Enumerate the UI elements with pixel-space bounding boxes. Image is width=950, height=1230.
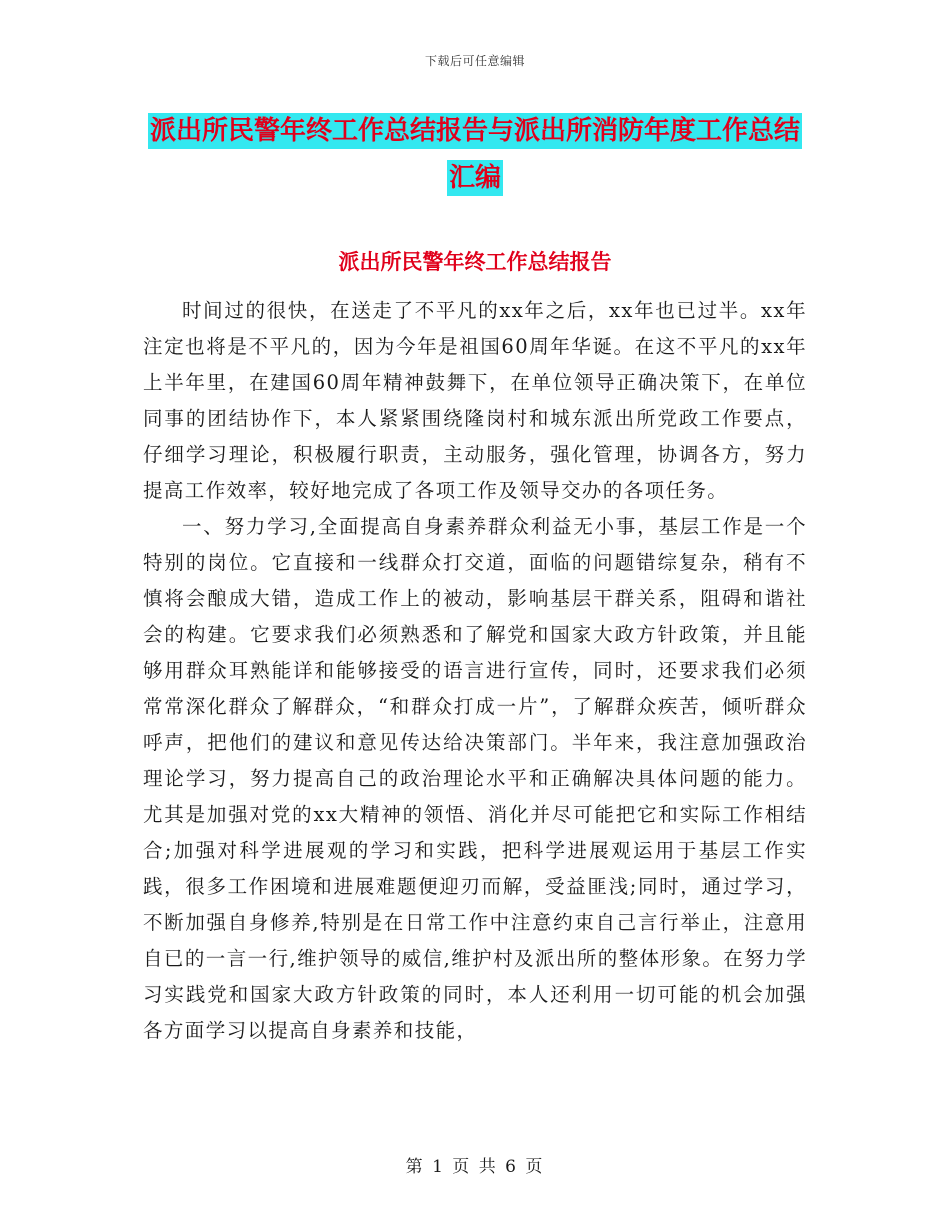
- document-title-text: 派出所民警年终工作总结报告与派出所消防年度工作总结汇编: [148, 113, 802, 196]
- paragraph: 一、努力学习,全面提高自身素养群众利益无小事，基层工作是一个特别的岗位。它直接和一线群众打交道，面临的问题错综复杂，稍有不慎将会酿成大错，造成工作上的被动，影响基层干群关系，阻碍和谐社会的构建。它要求我们必须熟悉和了解党和国家大政方针政策，并且能够用群众耳熟能详和能够接受的语言进行宣传，同时，还要求我们必须常常深化群众了解群众，“和群众打成一片”，了解群众疾苦，倾听群众呼声，把他们的建议和意见传达给决策部门。半年来，我注意加强政治理论学习，努力提高自己的政治理论水平和正确解决具体问题的能力。尤其是加强对党的xx大精神的领悟、消化并尽可能把它和实际工作相结合;加强对科学进展观的学习和实践，把科学进展观运用于基层工作实践，很多工作困境和进展难题便迎刃而解，受益匪浅;同时，通过学习，不断加强自身修养,特别是在日常工作中注意约束自己言行举止，注意用自已的一言一行,维护领导的威信,维护村及派出所的整体形象。在努力学习实践党和国家大政方针政策的同时，本人还利用一切可能的机会加强各方面学习以提高自身素养和技能，: [143, 515, 807, 1042]
- paragraph: 时间过的很快，在送走了不平凡的xx年之后，xx年也已过半。xx年注定也将是不平凡的，因为今年是祖国60周年华诞。在这不平凡的xx年上半年里，在建国60周年精神鼓舞下，在单位领导正确决策下，在单位同事的团结协作下，本人紧紧围绕隆岗村和城东派出所党政工作要点，仔细学习理论，积极履行职责，主动服务，强化管理，协调各方，努力提高工作效率，较好地完成了各项工作及领导交办的各项任务。: [143, 299, 807, 502]
- page-footer: 第 1 页 共 6 页: [405, 1157, 545, 1177]
- document-title: [140, 108, 810, 202]
- header-note: 下载后可任意编辑: [424, 54, 525, 68]
- section-title: 派出所民警年终工作总结报告: [338, 250, 612, 274]
- body-text: [143, 293, 807, 1049]
